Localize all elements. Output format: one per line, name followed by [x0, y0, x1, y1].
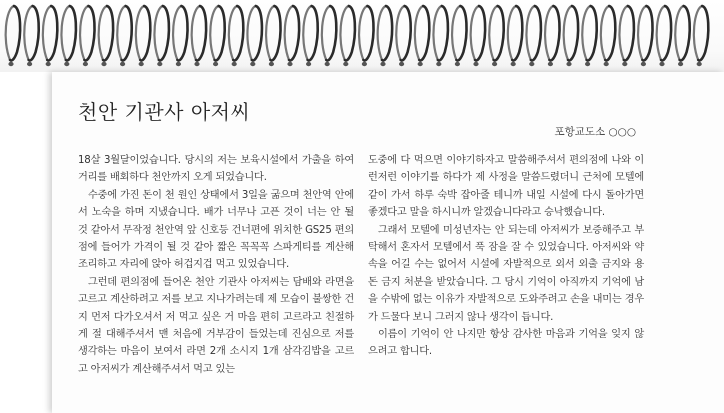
spiral-ring	[675, 6, 689, 66]
spiral-ring	[61, 6, 75, 66]
spiral-ring	[657, 6, 671, 66]
spiral-ring	[173, 6, 187, 66]
spiral-ring	[210, 6, 224, 66]
paragraph: 그런데 편의점에 들어온 천안 기관사 아저씨는 담배와 라면을 고르고 계산하려고 저를 보고 지나가려는데 제 모습이 불쌍한 건지 먼저 다가오셔서 저 먹고 싶은 거 마음 편히 고르라고 친절하게 절 대해주셔서 맨 처음에 거부감이 들었는데 진심으로 저를 생각하는 마음이 보여서 라면 2개 소시지 1개 삼각김밥을 고르고 아저씨가 계산해주셔서 먹고 있는	[78, 276, 354, 375]
spiral-ring	[526, 6, 540, 66]
spiral-ring	[43, 6, 57, 66]
spiral-ring	[452, 6, 466, 66]
paragraph: 수중에 가진 돈이 천 원인 상태에서 3일을 굶으며 천안역 안에서 노숙을 하며 지냈습니다. 배가 너무나 고픈 것이 너는 안 될 것 같아서 무작정 천안역 앞 신호등 건너편에 위치한 GS25 편의점에 들어가 가격이 될 것 같아 짧은 꼭꼭꼭 스파게티를 계산해 조리하고 자리에 앉아 허겁지겁 먹고 있었습니다.	[78, 189, 354, 271]
paragraph: 이름이 기억이 안 나지만 항상 감사한 마음과 기억을 잊지 않으려고 합니다.	[368, 329, 644, 358]
spiral-ring	[229, 6, 243, 66]
spiral-ring	[154, 6, 168, 66]
spiral-ring	[117, 6, 131, 66]
spiral-ring	[582, 6, 596, 66]
spiral-rings-graphic	[0, 0, 724, 80]
article-column-left	[78, 152, 354, 378]
spiral-ring	[322, 6, 336, 66]
spiral-ring	[619, 6, 633, 66]
spiral-ring	[192, 6, 206, 66]
spiral-ring	[489, 6, 503, 66]
spiral-ring	[266, 6, 280, 66]
spiral-ring	[545, 6, 559, 66]
spiral-ring	[359, 6, 373, 66]
paragraph: 그래서 모텔에 미성년자는 안 되는데 아저씨가 보증해주고 부탁해서 혼자서 모텔에서 푹 잠을 잘 수 있었습니다. 아저씨와 약속을 어길 수는 없어서 시설에 자발적으로 외서 외출 금지와 용돈 금지 처분을 받았습니다. 그 당시 기억이 아직까지 기억에 남을 수밖에 없는 이유가 자발적으로 도와주려고 손을 내미는 경우가 드물다 보니 그러지 않나 생각이 듭니다.	[368, 224, 644, 323]
spiral-ring	[136, 6, 150, 66]
paragraph: 18살 3월달이었습니다. 당시의 저는 보육시설에서 가출을 하여 거리를 배회하다 천안까지 오게 되었습니다.	[78, 155, 354, 184]
spiral-ring	[80, 6, 94, 66]
spiral-ring	[433, 6, 447, 66]
spiral-ring	[6, 6, 20, 66]
spiral-ring	[638, 6, 652, 66]
spiral-ring	[415, 6, 429, 66]
spiral-ring	[396, 6, 410, 66]
spiral-ring	[24, 6, 38, 66]
spiral-ring	[471, 6, 485, 66]
paragraph: 도중에 다 먹으면 이야기하자고 말씀해주셔서 편의점에 나와 이런저런 이야기를 하다가 제 사정을 말씀드렸더니 근처에 모텔에 같이 가서 하루 숙박 잡아줄 테니까 내일 시설에 다시 돌아가면 좋겠다고 말을 하시니까 알겠습니다라고 승낙했습니다.	[368, 155, 644, 219]
spiral-ring	[285, 6, 299, 66]
spiral-ring	[340, 6, 354, 66]
article-title: 천안 기관사 아저씨	[78, 100, 251, 124]
spiral-ring	[601, 6, 615, 66]
spiral-ring	[99, 6, 113, 66]
article-author: 포항교도소 ○○○	[554, 126, 636, 138]
spiral-ring	[247, 6, 261, 66]
spiral-binding	[0, 0, 724, 72]
spiral-ring	[303, 6, 317, 66]
article-column-right	[368, 152, 644, 361]
spiral-ring	[694, 6, 708, 66]
spiral-ring	[564, 6, 578, 66]
spiral-ring	[508, 6, 522, 66]
spiral-ring	[378, 6, 392, 66]
